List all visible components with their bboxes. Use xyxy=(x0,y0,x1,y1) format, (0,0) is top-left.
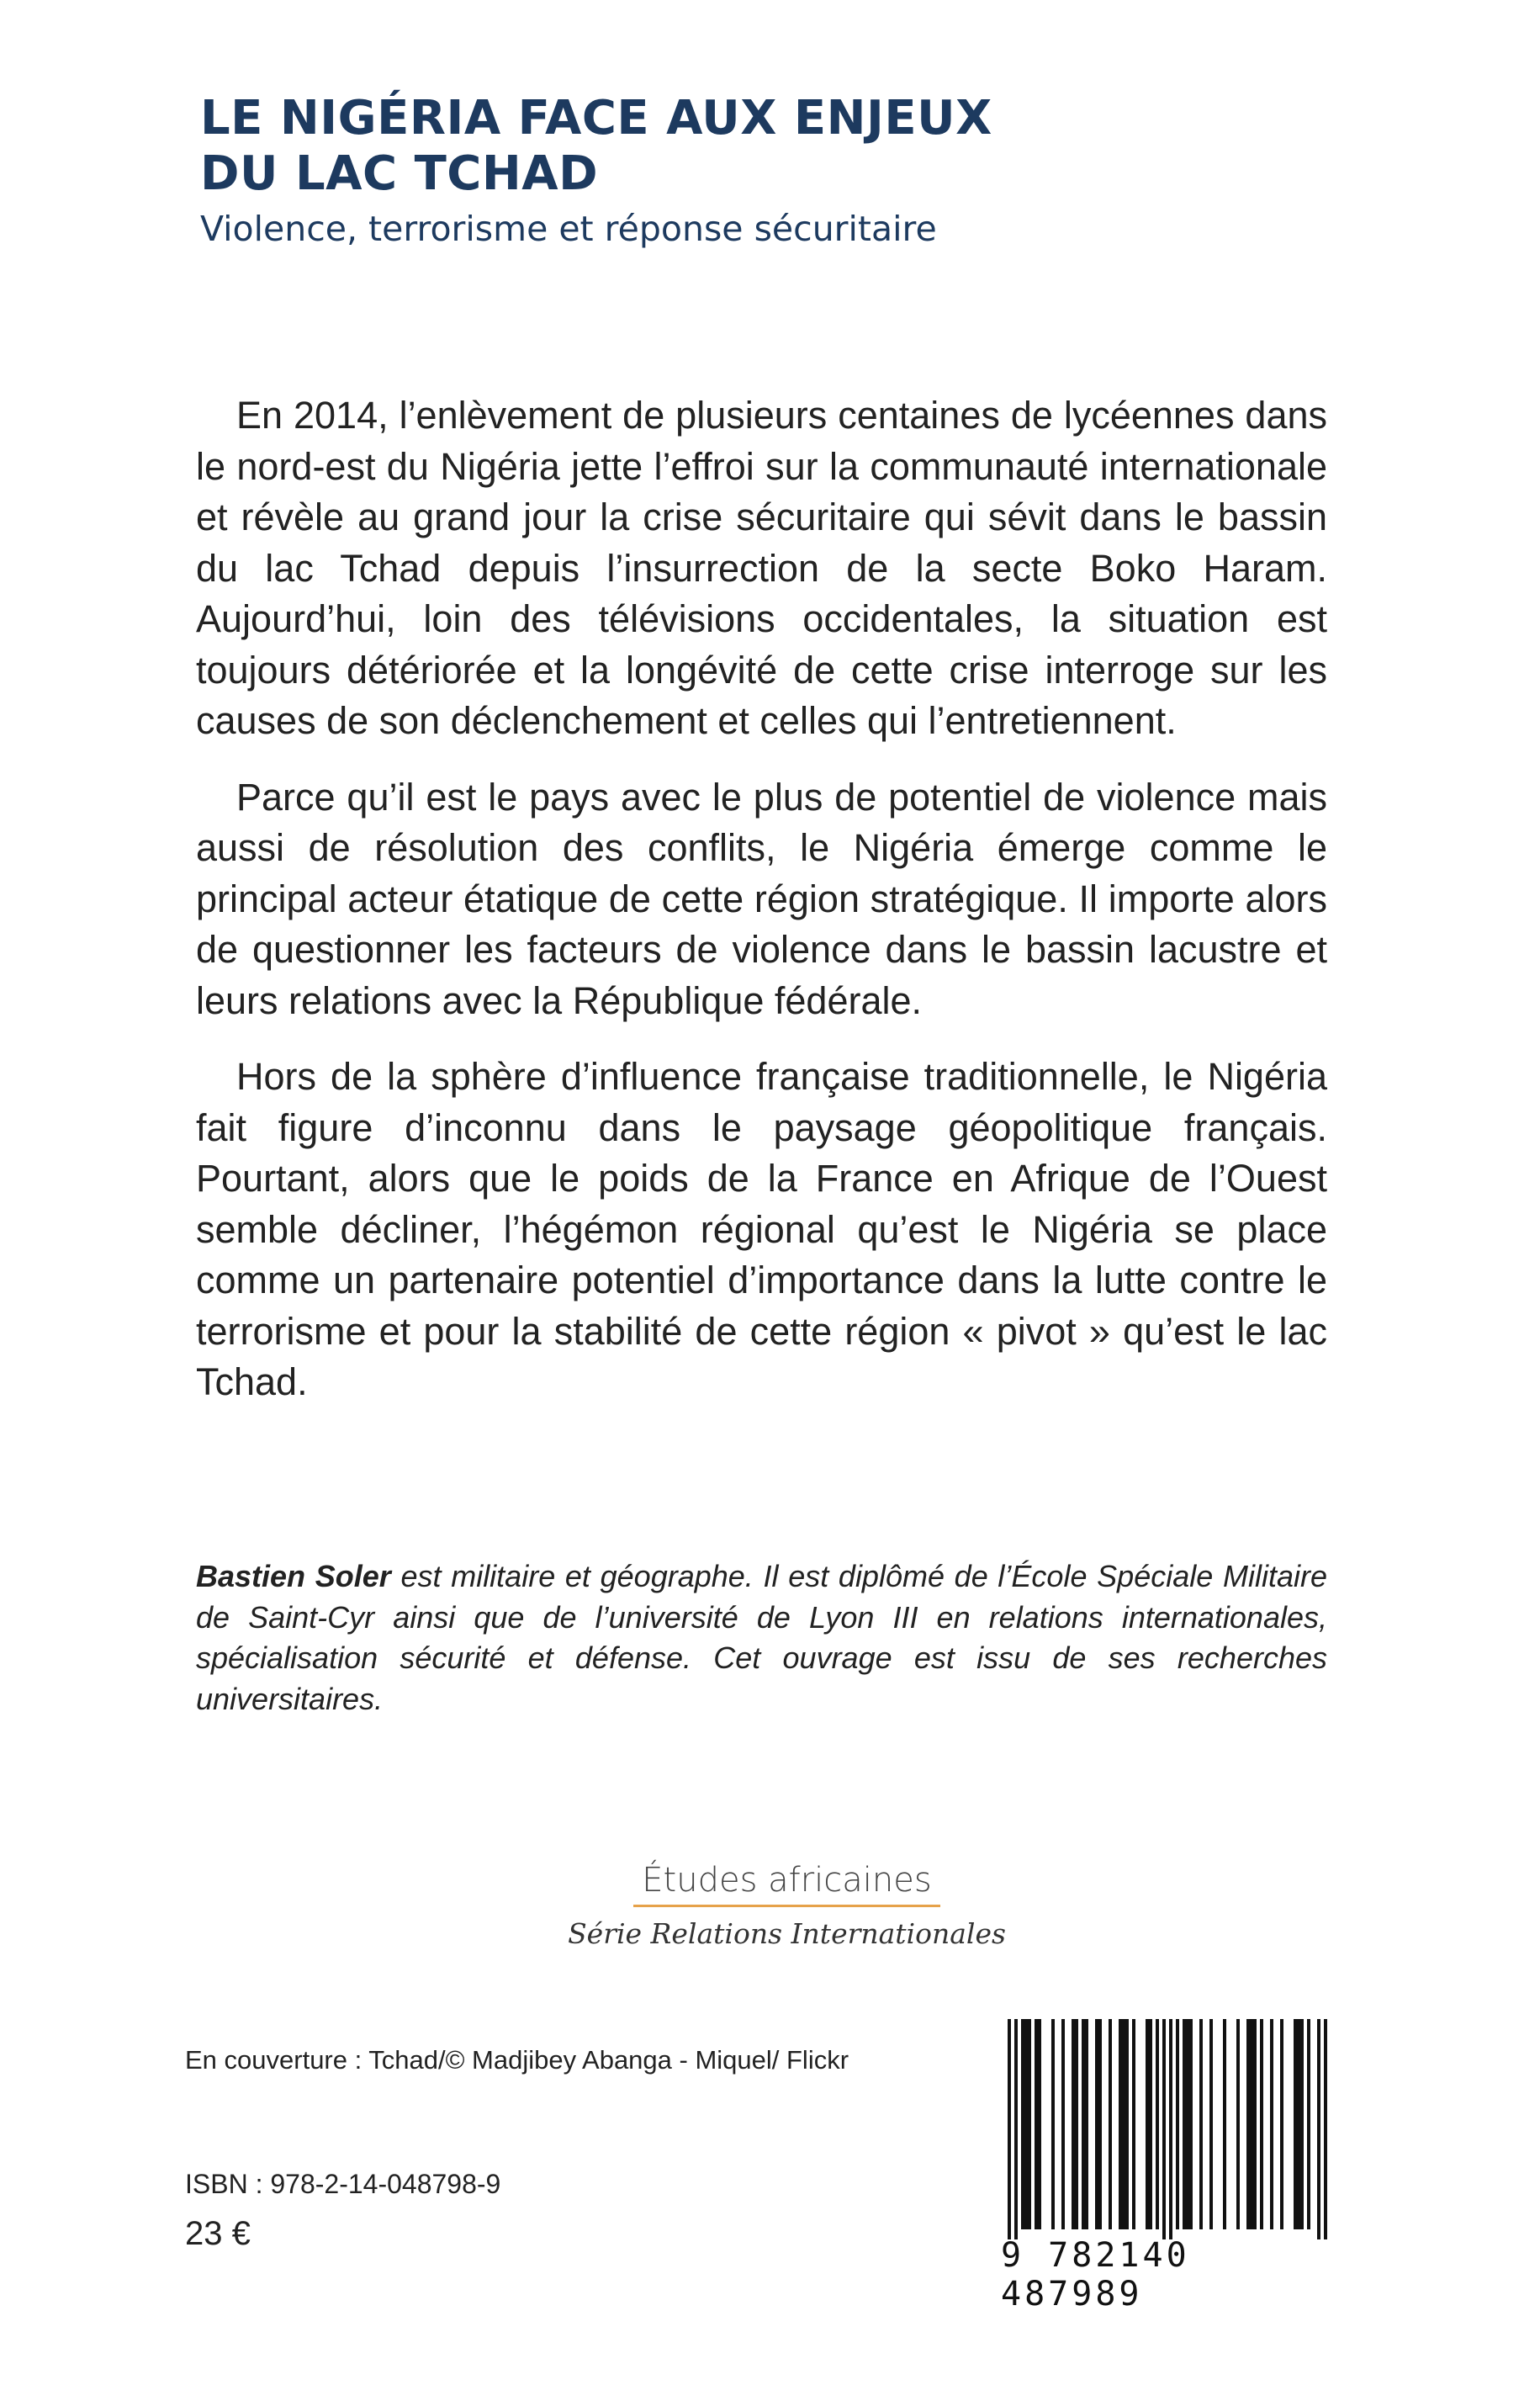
price: 23 € xyxy=(185,2215,251,2252)
author-bio xyxy=(196,1556,1327,1720)
barcode-bar xyxy=(1294,2019,1297,2229)
title-line-1: LE NIGÉRIA FACE AUX ENJEUX xyxy=(200,91,992,146)
barcode-bar xyxy=(1176,2019,1179,2229)
barcode-bar xyxy=(1199,2019,1203,2229)
barcode-bar xyxy=(1014,2019,1018,2239)
title-block xyxy=(200,91,1378,254)
barcode-bar xyxy=(1098,2019,1102,2229)
barcode-bar xyxy=(1051,2019,1055,2229)
barcode-bar xyxy=(1072,2019,1075,2229)
barcode-bar xyxy=(1280,2019,1283,2229)
barcode-bars xyxy=(984,2019,1346,2239)
barcode-bar xyxy=(1209,2019,1213,2229)
barcode-bar xyxy=(1125,2019,1129,2229)
barcode-bar xyxy=(1122,2019,1125,2229)
barcode-bar xyxy=(1024,2019,1028,2229)
barcode-bar xyxy=(1297,2019,1300,2229)
barcode-bar xyxy=(1156,2019,1159,2229)
blurb-paragraph-2: Parce qu’il est le pays avec le plus de potentiel de violence mais aussi de résolution des conflits, le Nigéria émerge comme le principal acteur étatique de cette région stratégique. Il importe alors de questionner les facteurs de violence dans le bassin lacustre et leurs relations avec la République fédérale. xyxy=(196,775,1327,1022)
barcode-bar xyxy=(1300,2019,1304,2229)
barcode-bar xyxy=(1317,2019,1320,2239)
book-title xyxy=(200,91,1378,202)
barcode-bar xyxy=(1082,2019,1085,2229)
collection-series: Série Relations Internationales xyxy=(568,1917,1006,1950)
barcode-bar xyxy=(1189,2019,1193,2229)
barcode-bar xyxy=(1236,2019,1240,2229)
isbn: ISBN : 978-2-14-048798-9 xyxy=(185,2169,501,2199)
barcode xyxy=(984,2019,1346,2313)
barcode-bar xyxy=(1307,2019,1310,2229)
barcode-bar xyxy=(1028,2019,1031,2229)
barcode-bar xyxy=(1250,2019,1253,2229)
barcode-bar xyxy=(1246,2019,1250,2229)
collection-name: Études africaines xyxy=(633,1861,939,1907)
barcode-bar xyxy=(1270,2019,1273,2229)
barcode-bar xyxy=(1132,2019,1135,2229)
barcode-bar xyxy=(1035,2019,1038,2229)
barcode-bar xyxy=(1183,2019,1186,2229)
barcode-bar xyxy=(1253,2019,1257,2229)
barcode-bar xyxy=(1169,2019,1172,2239)
barcode-bar xyxy=(1085,2019,1088,2229)
barcode-bar xyxy=(1095,2019,1098,2229)
barcode-bar xyxy=(1162,2019,1166,2239)
author-bio-text: est militaire et géographe. Il est diplômé de l’École Spéciale Militaire de Saint-Cyr ainsi que de l’université de Lyon III en relations internationales, spécialisation sécurité et défense. Cet ouvrage est issu de ses recherches universitaires. xyxy=(196,1559,1327,1716)
barcode-bar xyxy=(1021,2019,1024,2229)
barcode-bar xyxy=(1186,2019,1189,2229)
barcode-bar xyxy=(1038,2019,1041,2229)
cover-credit: En couverture : Tchad/© Madjibey Abanga - Miquel/ Flickr xyxy=(185,2045,849,2075)
barcode-bar xyxy=(1008,2019,1011,2239)
title-line-2: DU LAC TCHAD xyxy=(200,146,599,201)
barcode-bar xyxy=(1149,2019,1152,2229)
barcode-digits: 9 782140 487989 xyxy=(1001,2236,1190,2313)
barcode-bar xyxy=(1075,2019,1078,2229)
blurb-paragraph-1: En 2014, l’enlèvement de plusieurs centaines de lycéennes dans le nord-est du Nigéria jette l’effroi sur la communauté internationale et révèle au grand jour la crise sécuritaire qui sévit dans le bassin du lac Tchad depuis l’insurrection de la secte Boko Haram. Aujourd’hui, loin des télévisions occidentales, la situation est toujours détériorée et la longévité de cette crise interroge sur les causes de son déclenchement et celles qui l’entretiennent. xyxy=(196,394,1327,742)
author-name: Bastien Soler xyxy=(196,1559,391,1593)
barcode-bar xyxy=(1260,2019,1263,2229)
collection-block xyxy=(0,1861,1540,1950)
barcode-bar xyxy=(1324,2019,1327,2239)
barcode-bar xyxy=(1223,2019,1226,2229)
barcode-bar xyxy=(1146,2019,1149,2229)
blurb xyxy=(196,390,1327,1434)
blurb-paragraph-3: Hors de la sphère d’influence française traditionnelle, le Nigéria fait figure d’inconnu dans le paysage géopolitique français. Pourtant, alors que le poids de la France en Afrique de l’Ouest semble décliner, l’hégémon régional qu’est le Nigéria se place comme un partenaire potentiel d’importance dans la lutte contre le terrorisme et pour la stabilité de cette région « pivot » qu’est le lac Tchad. xyxy=(196,1055,1327,1403)
barcode-bar xyxy=(1109,2019,1112,2229)
book-subtitle: Violence, terrorisme et réponse sécuritaire xyxy=(200,209,937,249)
barcode-bar xyxy=(1119,2019,1122,2229)
barcode-bar xyxy=(1061,2019,1065,2229)
